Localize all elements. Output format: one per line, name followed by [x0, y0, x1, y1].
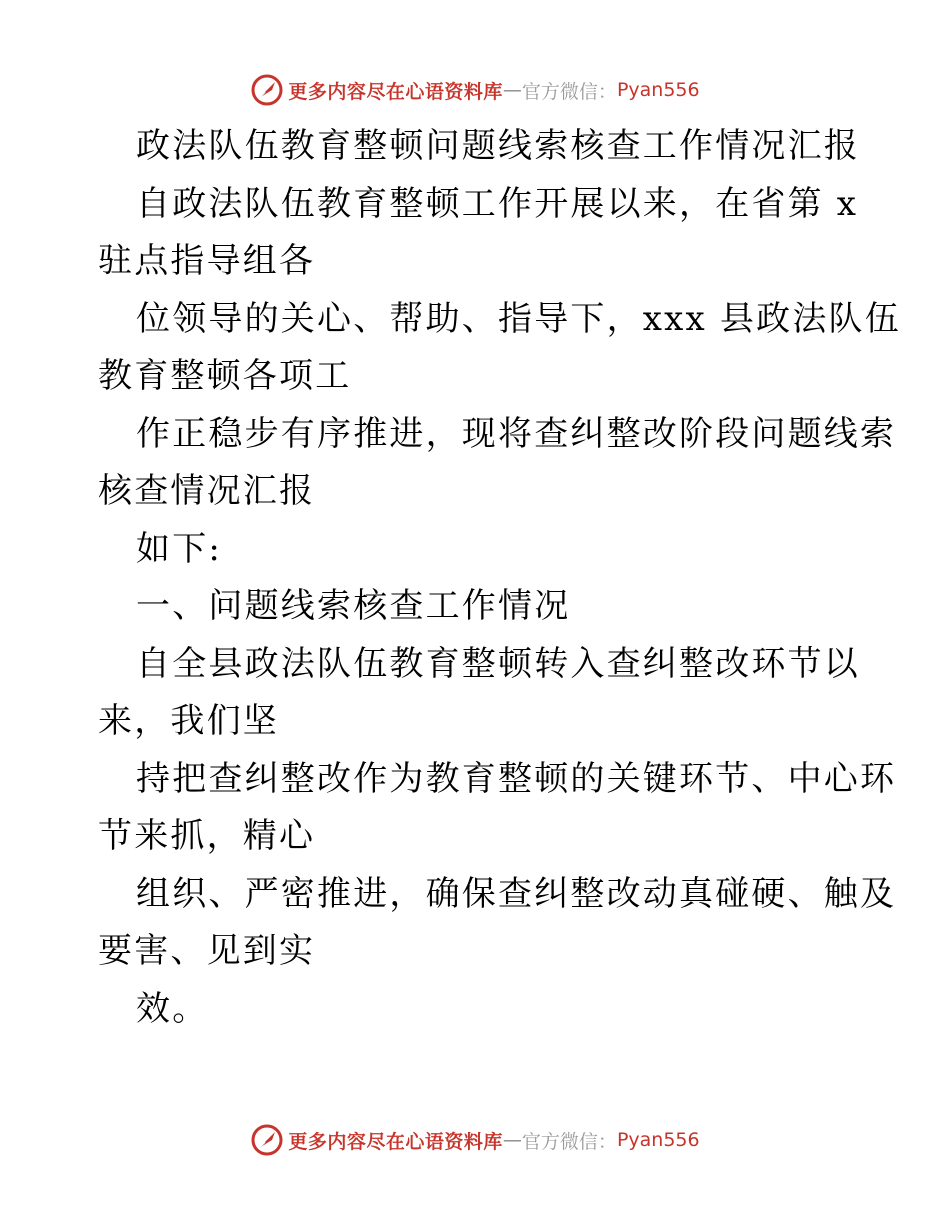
brand-text: 更多内容尽在心语资料库	[288, 1130, 503, 1153]
doc-line: 位领导的关心、帮助、指导下，xxx 县政法队伍	[136, 298, 901, 339]
wechat-id: Pyan556	[616, 79, 700, 101]
doc-line: 持把查纠整改作为教育整顿的关键环节、中心环	[136, 758, 897, 799]
wechat-label: 官方微信：	[521, 80, 617, 103]
doc-line: 节来抓，精心	[98, 816, 316, 856]
header-watermark	[0, 70, 950, 110]
separator: —	[502, 1129, 522, 1151]
doc-line: 核查情况汇报	[98, 471, 316, 511]
doc-line: 作正稳步有序推进，现将查纠整改阶段问题线索	[136, 413, 897, 454]
brand-text: 更多内容尽在心语资料库	[288, 80, 503, 103]
doc-line: 如下:	[136, 528, 223, 569]
wechat-id: Pyan556	[616, 1129, 700, 1151]
doc-line: 来，我们坚	[98, 701, 279, 741]
document-body	[98, 118, 901, 1038]
wechat-label: 官方微信：	[521, 1130, 617, 1153]
feather-pen-circle-icon	[250, 1123, 284, 1157]
separator: —	[502, 79, 522, 101]
doc-line: 自全县政法队伍教育整顿转入查纠整改环节以	[136, 643, 860, 684]
doc-line: 效。	[136, 988, 209, 1029]
doc-line: 要害、见到实	[98, 931, 316, 971]
section-heading: 一、问题线索核查工作情况	[136, 586, 571, 626]
doc-title: 政法队伍教育整顿问题线索核查工作情况汇报	[136, 126, 860, 166]
doc-line: 驻点指导组各	[98, 241, 316, 281]
doc-line: 教育整顿各项工	[98, 356, 352, 396]
doc-line: 组织、严密推进，确保查纠整改动真碰硬、触及	[136, 873, 897, 914]
doc-line: 自政法队伍教育整顿工作开展以来，在省第 x	[136, 183, 859, 224]
feather-pen-circle-icon	[250, 73, 284, 107]
footer-watermark	[0, 1120, 950, 1160]
